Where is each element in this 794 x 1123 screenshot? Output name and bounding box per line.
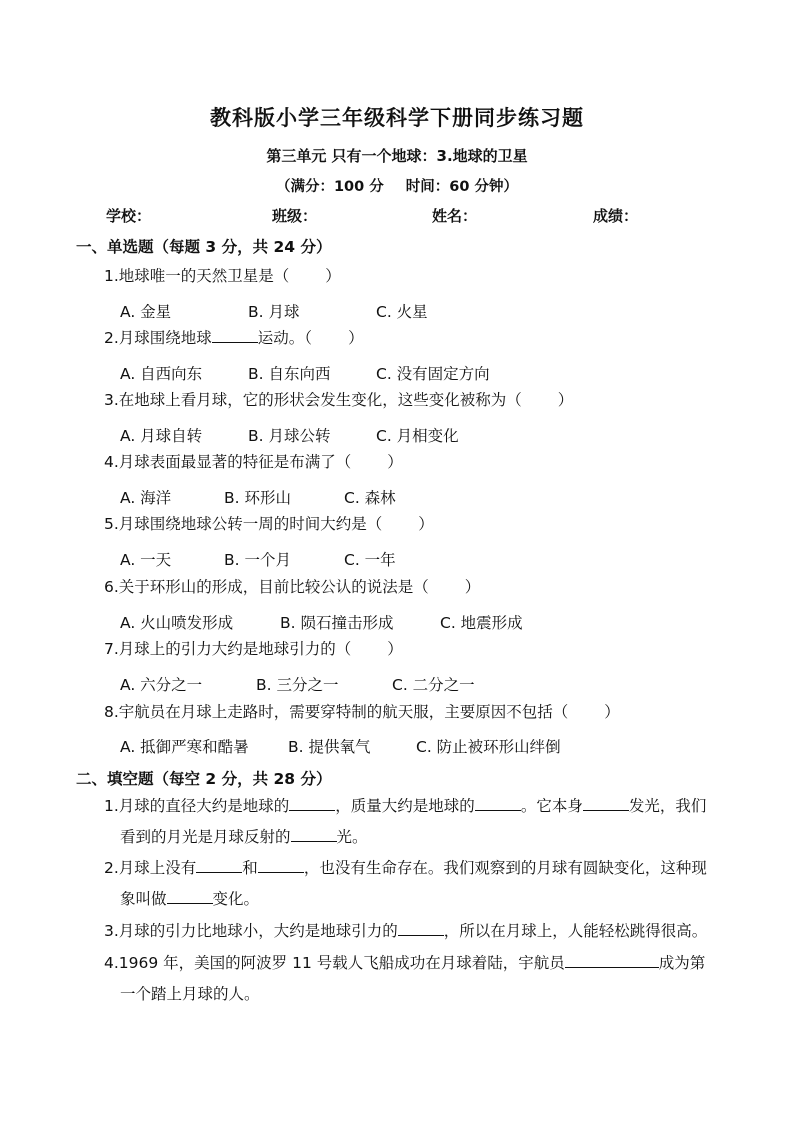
question-stem: 1.地球唯一的天然卫星是（ ） — [104, 267, 341, 285]
option-a: A. 自西向东 — [120, 365, 203, 383]
answer-blank — [291, 827, 337, 842]
class-field: 班级： — [272, 207, 318, 225]
answer-blank — [398, 921, 444, 936]
option-a: A. 六分之一 — [120, 676, 203, 694]
question-stem: 7.月球上的引力大约是地球引力的（ ） — [104, 640, 403, 658]
answer-blank — [565, 953, 659, 968]
option-c: C. 地震形成 — [440, 614, 523, 632]
option-a: A. 金星 — [120, 303, 172, 321]
option-c: C. 防止被环形山绊倒 — [416, 738, 561, 756]
answer-blank — [196, 858, 242, 873]
option-b: B. 自东向西 — [248, 365, 331, 383]
option-b: B. 月球 — [248, 303, 300, 321]
option-b: B. 环形山 — [224, 489, 291, 507]
answer-blank — [212, 328, 258, 343]
school-field: 学校： — [106, 207, 152, 225]
name-field: 姓名： — [432, 207, 478, 225]
option-c: C. 火星 — [376, 303, 428, 321]
option-c: C. 月相变化 — [376, 427, 459, 445]
section-heading-single-choice: 一、单选题（每题 3 分，共 24 分） — [76, 238, 332, 256]
score-time-line — [0, 175, 794, 196]
option-a: A. 一天 — [120, 551, 172, 569]
answer-blank — [583, 796, 629, 811]
fill-question-1: 1.月球的直径大约是地球的 ，质量大约是地球的 。它本身 发光，我们 — [104, 797, 707, 815]
fill-question-1-line2: 看到的月光是月球反射的 光。 — [120, 828, 368, 846]
option-b: B. 月球公转 — [248, 427, 331, 445]
question-stem: 4.月球表面最显著的特征是布满了（ ） — [104, 453, 403, 471]
option-b: B. 一个月 — [224, 551, 291, 569]
question-stem: 6.关于环形山的形成，目前比较公认的说法是（ ） — [104, 578, 481, 596]
question-stem: 3.在地球上看月球，它的形状会发生变化，这些变化被称为（ ） — [104, 391, 574, 409]
option-c: C. 一年 — [344, 551, 396, 569]
answer-blank — [258, 858, 304, 873]
fill-question-4-line2: 一个踏上月球的人。 — [120, 985, 260, 1003]
option-b: B. 陨石撞击形成 — [280, 614, 394, 632]
fill-question-4: 4.1969 年，美国的阿波罗 11 号载人飞船成功在月球着陆，宇航员 成为第 — [104, 954, 706, 972]
option-c: C. 没有固定方向 — [376, 365, 490, 383]
fill-question-3: 3.月球的引力比地球小，大约是地球引力的 ，所以在月球上，人能轻松跳得很高。 — [104, 922, 708, 940]
option-b: B. 三分之一 — [256, 676, 339, 694]
option-c: C. 森林 — [344, 489, 396, 507]
grade-field: 成绩： — [593, 207, 639, 225]
answer-blank — [167, 889, 213, 904]
fill-question-2: 2.月球上没有 和 ，也没有生命存在。我们观察到的月球有圆缺变化，这种现 — [104, 859, 707, 877]
option-a: A. 抵御严寒和酷暑 — [120, 738, 249, 756]
option-b: B. 提供氧气 — [288, 738, 371, 756]
answer-blank — [475, 796, 521, 811]
question-stem: 5.月球围绕地球公转一周的时间大约是（ ） — [104, 515, 434, 533]
option-a: A. 月球自转 — [120, 427, 203, 445]
question-stem: 2.月球围绕地球 运动。（ ） — [104, 329, 364, 347]
fill-question-2-line2: 象叫做 变化。 — [120, 890, 260, 908]
option-a: A. 火山喷发形成 — [120, 614, 234, 632]
option-a: A. 海洋 — [120, 489, 172, 507]
unit-subtitle: 第三单元 只有一个地球：3.地球的卫星 — [266, 147, 528, 165]
answer-blank — [289, 796, 335, 811]
page-title: 教科版小学三年级科学下册同步练习题 — [210, 106, 584, 130]
option-c: C. 二分之一 — [392, 676, 475, 694]
section-heading-fill-blank: 二、填空题（每空 2 分，共 28 分） — [76, 770, 332, 788]
full-score: （满分：100 分 — [275, 179, 384, 195]
time-limit: 时间：60 分钟） — [405, 179, 519, 195]
question-stem: 8.宇航员在月球上走路时，需要穿特制的航天服，主要原因不包括（ ） — [104, 703, 620, 721]
